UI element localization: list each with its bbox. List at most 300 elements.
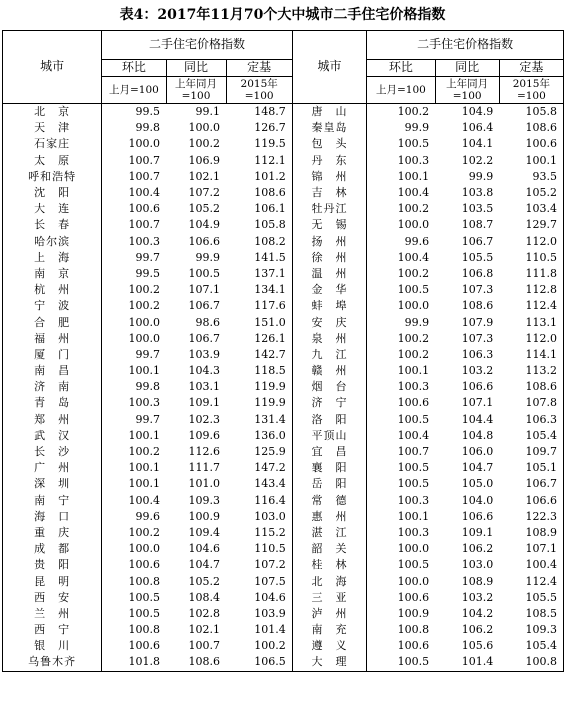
city-name-right: 平顶山 bbox=[292, 428, 367, 444]
mom-value-right: 100.5 bbox=[397, 137, 430, 151]
city-name-right: 岳 阳 bbox=[292, 476, 367, 492]
base-value-left: 116.4 bbox=[226, 493, 292, 509]
yoy-base-left: 上年同月=100 bbox=[166, 77, 226, 104]
base-value-left: 117.6 bbox=[226, 298, 292, 314]
city-name-left: 石家庄 bbox=[3, 136, 102, 152]
mom-value-left: 100.7 bbox=[128, 153, 160, 167]
city-name-right: 泸 州 bbox=[292, 606, 367, 622]
yoy-value-left: 100.7 bbox=[188, 639, 221, 653]
index-group-header-left: 二手住宅价格指数 bbox=[102, 31, 292, 60]
base-value-right: 100.1 bbox=[499, 153, 563, 169]
base-value-left: 131.4 bbox=[226, 412, 292, 428]
yoy-value-left: 104.7 bbox=[188, 558, 221, 572]
table-row bbox=[3, 120, 564, 136]
base-value-right: 100.4 bbox=[499, 557, 563, 573]
city-name-left: 重 庆 bbox=[3, 525, 102, 541]
yoy-base-right: 上年同月=100 bbox=[435, 77, 499, 104]
city-name-right: 九 江 bbox=[292, 347, 367, 363]
mom-value-left: 100.8 bbox=[128, 623, 160, 637]
base-value-right: 105.8 bbox=[499, 104, 563, 121]
base-value-left: 108.6 bbox=[226, 185, 292, 201]
yoy-value-right: 103.8 bbox=[461, 186, 494, 200]
mom-value-left: 100.6 bbox=[128, 639, 160, 653]
city-name-left: 青 岛 bbox=[3, 395, 102, 411]
city-name-left: 呼和浩特 bbox=[3, 169, 102, 185]
yoy-value-left: 98.6 bbox=[195, 315, 221, 329]
table-row bbox=[3, 541, 564, 557]
base-value-right: 113.2 bbox=[499, 363, 563, 379]
mom-value-left: 100.2 bbox=[128, 283, 160, 297]
city-name-left: 乌鲁木齐 bbox=[3, 654, 102, 671]
yoy-value-right: 104.2 bbox=[461, 606, 494, 620]
city-name-left: 长 沙 bbox=[3, 444, 102, 460]
mom-value-right: 100.2 bbox=[397, 202, 430, 216]
yoy-value-left: 108.6 bbox=[166, 654, 226, 671]
table-row bbox=[3, 557, 564, 573]
yoy-value-right: 106.6 bbox=[461, 380, 494, 394]
yoy-value-left: 102.1 bbox=[188, 623, 221, 637]
base-value-left: 134.1 bbox=[226, 282, 292, 298]
base-value-left: 115.2 bbox=[226, 525, 292, 541]
base-value-left: 126.1 bbox=[226, 331, 292, 347]
mom-value-right: 100.0 bbox=[397, 542, 430, 556]
mom-value-left: 100.6 bbox=[128, 558, 160, 572]
mom-value-right: 99.9 bbox=[404, 121, 430, 135]
base-value-right: 106.7 bbox=[499, 476, 563, 492]
yoy-value-right: 106.2 bbox=[461, 542, 494, 556]
yoy-value-left: 101.0 bbox=[188, 477, 221, 491]
yoy-value-right: 101.4 bbox=[435, 654, 499, 671]
city-name-right: 常 德 bbox=[292, 493, 367, 509]
mom-value-left: 100.1 bbox=[128, 364, 160, 378]
base-value-right: 112.8 bbox=[499, 282, 563, 298]
table-row bbox=[3, 573, 564, 589]
city-name-left: 北 京 bbox=[3, 104, 102, 121]
mom-header-left: 环比 bbox=[102, 60, 166, 77]
mom-value-right: 100.1 bbox=[397, 364, 430, 378]
city-name-right: 三 亚 bbox=[292, 590, 367, 606]
table-row bbox=[3, 622, 564, 638]
mom-value-right: 100.0 bbox=[397, 218, 430, 232]
base-value-right: 112.0 bbox=[499, 331, 563, 347]
mom-value-left: 100.4 bbox=[128, 186, 160, 200]
table-row bbox=[3, 525, 564, 541]
city-name-right: 秦皇岛 bbox=[292, 120, 367, 136]
yoy-header-right: 同比 bbox=[435, 60, 499, 77]
base-value-right: 108.6 bbox=[499, 379, 563, 395]
yoy-value-right: 108.6 bbox=[461, 299, 494, 313]
yoy-value-left: 105.2 bbox=[188, 202, 221, 216]
yoy-header-left: 同比 bbox=[166, 60, 226, 77]
yoy-value-left: 100.5 bbox=[188, 266, 221, 280]
base-value-right: 108.9 bbox=[499, 525, 563, 541]
mom-value-right: 99.9 bbox=[404, 315, 430, 329]
base-value-left: 141.5 bbox=[226, 250, 292, 266]
table-row bbox=[3, 444, 564, 460]
mom-value-right: 100.5 bbox=[397, 412, 430, 426]
city-name-left: 西 宁 bbox=[3, 622, 102, 638]
table-row bbox=[3, 298, 564, 314]
yoy-value-left: 109.6 bbox=[188, 428, 221, 442]
mom-value-left: 99.5 bbox=[135, 266, 160, 280]
base-value-left: 151.0 bbox=[226, 314, 292, 330]
city-name-left: 深 圳 bbox=[3, 476, 102, 492]
table-row bbox=[3, 314, 564, 330]
table-row bbox=[3, 460, 564, 476]
city-name-right: 洛 阳 bbox=[292, 412, 367, 428]
base-header-right: 定基 bbox=[499, 60, 563, 77]
mom-value-right: 100.0 bbox=[397, 299, 430, 313]
yoy-value-right: 107.9 bbox=[461, 315, 494, 329]
table-title: 表4：2017年11月70个大中城市二手住宅价格指数 bbox=[119, 7, 446, 23]
base-value-left: 125.9 bbox=[226, 444, 292, 460]
yoy-value-left: 107.1 bbox=[188, 283, 221, 297]
mom-value-left: 100.4 bbox=[128, 493, 160, 507]
city-name-right: 安 庆 bbox=[292, 314, 367, 330]
yoy-value-right: 106.8 bbox=[461, 266, 494, 280]
mom-value-right: 100.3 bbox=[397, 525, 430, 539]
city-name-left: 南 宁 bbox=[3, 493, 102, 509]
yoy-value-right: 104.0 bbox=[461, 493, 494, 507]
city-name-right: 唐 山 bbox=[292, 104, 367, 121]
table-row bbox=[3, 428, 564, 444]
base-value-left: 112.1 bbox=[226, 153, 292, 169]
yoy-value-left: 103.1 bbox=[188, 380, 221, 394]
yoy-value-right: 104.7 bbox=[461, 461, 494, 475]
mom-value-left: 101.8 bbox=[102, 654, 166, 671]
mom-value-right: 100.5 bbox=[397, 477, 430, 491]
city-name-left: 厦 门 bbox=[3, 347, 102, 363]
mom-value-left: 99.7 bbox=[135, 412, 160, 426]
table-row bbox=[3, 606, 564, 622]
yoy-value-left: 100.0 bbox=[188, 121, 221, 135]
table-row bbox=[3, 169, 564, 185]
mom-base-left: 上月=100 bbox=[102, 77, 166, 104]
base-value-right: 109.7 bbox=[499, 444, 563, 460]
city-name-right: 大 理 bbox=[292, 654, 367, 671]
mom-header-right: 环比 bbox=[367, 60, 435, 77]
yoy-value-right: 106.6 bbox=[461, 509, 494, 523]
table-row bbox=[3, 234, 564, 250]
city-header-left: 城市 bbox=[3, 31, 102, 104]
base-value-left: 137.1 bbox=[226, 266, 292, 282]
city-name-right: 包 头 bbox=[292, 136, 367, 152]
price-index-table bbox=[2, 30, 564, 672]
yoy-value-left: 99.9 bbox=[195, 250, 221, 264]
base-value-right: 107.1 bbox=[499, 541, 563, 557]
city-name-right: 惠 州 bbox=[292, 509, 367, 525]
city-name-left: 太 原 bbox=[3, 153, 102, 169]
yoy-value-left: 106.6 bbox=[188, 234, 221, 248]
base-value-left: 148.7 bbox=[226, 104, 292, 121]
base-value-right: 105.2 bbox=[499, 185, 563, 201]
city-name-right: 南 充 bbox=[292, 622, 367, 638]
yoy-value-right: 106.7 bbox=[461, 234, 494, 248]
base-value-right: 111.8 bbox=[499, 266, 563, 282]
mom-value-left: 100.6 bbox=[128, 202, 160, 216]
city-name-right: 桂 林 bbox=[292, 557, 367, 573]
mom-value-right: 100.6 bbox=[397, 590, 430, 604]
mom-value-right: 100.2 bbox=[397, 331, 430, 345]
yoy-value-left: 107.2 bbox=[188, 186, 221, 200]
city-name-left: 广 州 bbox=[3, 460, 102, 476]
city-name-left: 西 安 bbox=[3, 590, 102, 606]
mom-value-left: 99.6 bbox=[135, 509, 160, 523]
base-value-right: 112.0 bbox=[499, 234, 563, 250]
base-value-left: 107.5 bbox=[226, 573, 292, 589]
mom-value-left: 99.7 bbox=[135, 347, 160, 361]
city-name-left: 成 都 bbox=[3, 541, 102, 557]
city-name-left: 郑 州 bbox=[3, 412, 102, 428]
mom-value-left: 100.5 bbox=[128, 606, 160, 620]
yoy-value-right: 107.1 bbox=[461, 396, 494, 410]
index-group-header-right: 二手住宅价格指数 bbox=[367, 31, 564, 60]
base-value-right: 122.3 bbox=[499, 509, 563, 525]
base-value-right: 100.8 bbox=[499, 654, 563, 671]
mom-value-left: 100.2 bbox=[128, 525, 160, 539]
mom-value-right: 100.2 bbox=[397, 105, 430, 119]
table-row bbox=[3, 201, 564, 217]
city-name-left: 兰 州 bbox=[3, 606, 102, 622]
base-value-left: 142.7 bbox=[226, 347, 292, 363]
city-name-left: 合 肥 bbox=[3, 314, 102, 330]
base-value-right: 113.1 bbox=[499, 314, 563, 330]
yoy-value-left: 103.9 bbox=[188, 347, 221, 361]
table-row bbox=[3, 266, 564, 282]
yoy-value-right: 105.0 bbox=[461, 477, 494, 491]
mom-value-right: 100.6 bbox=[397, 639, 430, 653]
yoy-value-left: 109.3 bbox=[188, 493, 221, 507]
mom-value-right: 100.5 bbox=[397, 283, 430, 297]
city-name-right: 湛 江 bbox=[292, 525, 367, 541]
base-value-right: 108.5 bbox=[499, 606, 563, 622]
yoy-value-left: 109.4 bbox=[188, 525, 221, 539]
city-name-left: 杭 州 bbox=[3, 282, 102, 298]
mom-value-right: 100.6 bbox=[397, 396, 430, 410]
mom-value-right: 100.5 bbox=[367, 654, 435, 671]
yoy-value-left: 112.6 bbox=[188, 445, 221, 459]
mom-value-right: 100.7 bbox=[397, 445, 430, 459]
yoy-value-left: 108.4 bbox=[188, 590, 221, 604]
yoy-value-right: 103.2 bbox=[461, 590, 494, 604]
base-value-right: 114.1 bbox=[499, 347, 563, 363]
base-value-right: 108.6 bbox=[499, 120, 563, 136]
mom-value-left: 100.2 bbox=[128, 445, 160, 459]
mom-value-left: 99.8 bbox=[135, 380, 160, 394]
mom-value-right: 100.3 bbox=[397, 380, 430, 394]
yoy-value-right: 106.0 bbox=[461, 445, 494, 459]
mom-value-left: 100.0 bbox=[128, 315, 160, 329]
table-row bbox=[3, 136, 564, 152]
table-row bbox=[3, 153, 564, 169]
base-value-right: 106.3 bbox=[499, 412, 563, 428]
yoy-value-right: 106.3 bbox=[461, 347, 494, 361]
city-name-right: 锦 州 bbox=[292, 169, 367, 185]
table-row bbox=[3, 654, 564, 671]
base-value-left: 118.5 bbox=[226, 363, 292, 379]
city-name-left: 大 连 bbox=[3, 201, 102, 217]
city-name-right: 赣 州 bbox=[292, 363, 367, 379]
yoy-value-left: 104.6 bbox=[188, 542, 221, 556]
mom-value-right: 100.2 bbox=[397, 347, 430, 361]
city-name-right: 北 海 bbox=[292, 573, 367, 589]
base-value-left: 119.5 bbox=[226, 136, 292, 152]
table-row bbox=[3, 590, 564, 606]
yoy-value-right: 104.4 bbox=[461, 412, 494, 426]
mom-value-right: 100.4 bbox=[397, 250, 430, 264]
table-row bbox=[3, 509, 564, 525]
base-value-left: 143.4 bbox=[226, 476, 292, 492]
yoy-value-right: 103.2 bbox=[461, 364, 494, 378]
city-name-right: 徐 州 bbox=[292, 250, 367, 266]
city-name-left: 南 昌 bbox=[3, 363, 102, 379]
yoy-value-left: 104.9 bbox=[188, 218, 221, 232]
mom-value-left: 100.7 bbox=[128, 169, 160, 183]
mom-value-left: 100.3 bbox=[128, 396, 160, 410]
city-name-right: 泉 州 bbox=[292, 331, 367, 347]
table-row bbox=[3, 185, 564, 201]
base-value-right: 107.8 bbox=[499, 395, 563, 411]
yoy-value-left: 100.2 bbox=[188, 137, 221, 151]
table-row bbox=[3, 493, 564, 509]
mom-value-right: 100.4 bbox=[397, 428, 430, 442]
mom-value-left: 100.2 bbox=[128, 299, 160, 313]
mom-value-left: 100.0 bbox=[128, 137, 160, 151]
mom-value-right: 100.1 bbox=[397, 509, 430, 523]
table-row bbox=[3, 104, 564, 121]
mom-value-right: 100.2 bbox=[397, 266, 430, 280]
base-value-left: 119.9 bbox=[226, 395, 292, 411]
yoy-value-right: 103.5 bbox=[461, 202, 494, 216]
base-value-left: 106.1 bbox=[226, 201, 292, 217]
yoy-value-left: 102.1 bbox=[188, 169, 221, 183]
yoy-value-left: 102.8 bbox=[188, 606, 221, 620]
table-row bbox=[3, 217, 564, 233]
base-value-left: 101.2 bbox=[226, 169, 292, 185]
mom-value-left: 100.0 bbox=[128, 542, 160, 556]
table-row bbox=[3, 476, 564, 492]
base-value-left: 119.9 bbox=[226, 379, 292, 395]
mom-value-left: 100.7 bbox=[128, 218, 160, 232]
city-name-right: 扬 州 bbox=[292, 234, 367, 250]
city-name-right: 韶 关 bbox=[292, 541, 367, 557]
table-row bbox=[3, 363, 564, 379]
yoy-value-right: 102.2 bbox=[461, 153, 494, 167]
base-value-right: 100.6 bbox=[499, 136, 563, 152]
yoy-value-left: 99.1 bbox=[195, 105, 221, 119]
base-value-left: 100.2 bbox=[226, 638, 292, 654]
city-name-right: 宜 昌 bbox=[292, 444, 367, 460]
base-value-left: 108.2 bbox=[226, 234, 292, 250]
mom-value-right: 100.8 bbox=[397, 623, 430, 637]
yoy-value-right: 108.7 bbox=[461, 218, 494, 232]
table-row bbox=[3, 412, 564, 428]
yoy-value-left: 106.9 bbox=[188, 153, 221, 167]
yoy-value-right: 105.6 bbox=[461, 639, 494, 653]
mom-value-left: 100.8 bbox=[128, 574, 160, 588]
base-value-left: 106.5 bbox=[226, 654, 292, 671]
city-name-right: 济 宁 bbox=[292, 395, 367, 411]
yoy-value-left: 106.7 bbox=[188, 299, 221, 313]
base-base-right: 2015年=100 bbox=[499, 77, 563, 104]
yoy-value-right: 109.1 bbox=[461, 525, 494, 539]
base-value-left: 101.4 bbox=[226, 622, 292, 638]
base-value-left: 103.0 bbox=[226, 509, 292, 525]
base-value-right: 110.5 bbox=[499, 250, 563, 266]
yoy-value-right: 105.5 bbox=[461, 250, 494, 264]
city-header-right: 城市 bbox=[292, 31, 367, 104]
yoy-value-right: 107.3 bbox=[461, 331, 494, 345]
base-value-left: 105.8 bbox=[226, 217, 292, 233]
table-body bbox=[3, 104, 564, 672]
city-name-left: 上 海 bbox=[3, 250, 102, 266]
city-name-right: 无 锡 bbox=[292, 217, 367, 233]
mom-value-right: 100.4 bbox=[397, 186, 430, 200]
base-value-left: 136.0 bbox=[226, 428, 292, 444]
base-value-right: 129.7 bbox=[499, 217, 563, 233]
city-name-left: 银 川 bbox=[3, 638, 102, 654]
mom-value-left: 100.5 bbox=[128, 590, 160, 604]
base-value-left: 126.7 bbox=[226, 120, 292, 136]
city-name-right: 牡丹江 bbox=[292, 201, 367, 217]
yoy-value-right: 99.9 bbox=[468, 169, 494, 183]
city-name-left: 哈尔滨 bbox=[3, 234, 102, 250]
base-value-left: 104.6 bbox=[226, 590, 292, 606]
mom-value-left: 100.1 bbox=[128, 477, 160, 491]
city-name-left: 海 口 bbox=[3, 509, 102, 525]
city-name-left: 武 汉 bbox=[3, 428, 102, 444]
yoy-value-left: 111.7 bbox=[188, 461, 221, 475]
mom-value-left: 99.5 bbox=[135, 105, 160, 119]
table-row bbox=[3, 395, 564, 411]
mom-value-left: 100.3 bbox=[128, 234, 160, 248]
mom-value-left: 99.8 bbox=[135, 121, 160, 135]
mom-value-right: 100.5 bbox=[397, 461, 430, 475]
table-row bbox=[3, 282, 564, 298]
city-name-left: 宁 波 bbox=[3, 298, 102, 314]
base-value-right: 112.4 bbox=[499, 573, 563, 589]
table-row bbox=[3, 347, 564, 363]
city-name-left: 福 州 bbox=[3, 331, 102, 347]
city-name-right: 遵 义 bbox=[292, 638, 367, 654]
base-value-right: 103.4 bbox=[499, 201, 563, 217]
yoy-value-right: 108.9 bbox=[461, 574, 494, 588]
yoy-value-right: 104.9 bbox=[461, 105, 494, 119]
mom-value-right: 100.3 bbox=[397, 493, 430, 507]
mom-value-left: 100.1 bbox=[128, 428, 160, 442]
city-name-right: 温 州 bbox=[292, 266, 367, 282]
base-header-left: 定基 bbox=[226, 60, 292, 77]
table-row bbox=[3, 638, 564, 654]
base-value-left: 103.9 bbox=[226, 606, 292, 622]
mom-value-right: 100.1 bbox=[397, 169, 430, 183]
mom-value-right: 100.5 bbox=[397, 558, 430, 572]
base-value-right: 106.6 bbox=[499, 493, 563, 509]
yoy-value-left: 100.9 bbox=[188, 509, 221, 523]
yoy-value-left: 106.7 bbox=[188, 331, 221, 345]
mom-value-right: 99.6 bbox=[404, 234, 430, 248]
base-value-right: 112.4 bbox=[499, 298, 563, 314]
base-value-right: 109.3 bbox=[499, 622, 563, 638]
city-name-left: 贵 阳 bbox=[3, 557, 102, 573]
city-name-right: 烟 台 bbox=[292, 379, 367, 395]
city-name-right: 蚌 埠 bbox=[292, 298, 367, 314]
yoy-value-right: 104.1 bbox=[461, 137, 494, 151]
city-name-left: 济 南 bbox=[3, 379, 102, 395]
base-value-left: 110.5 bbox=[226, 541, 292, 557]
base-value-right: 105.1 bbox=[499, 460, 563, 476]
base-value-right: 105.4 bbox=[499, 428, 563, 444]
